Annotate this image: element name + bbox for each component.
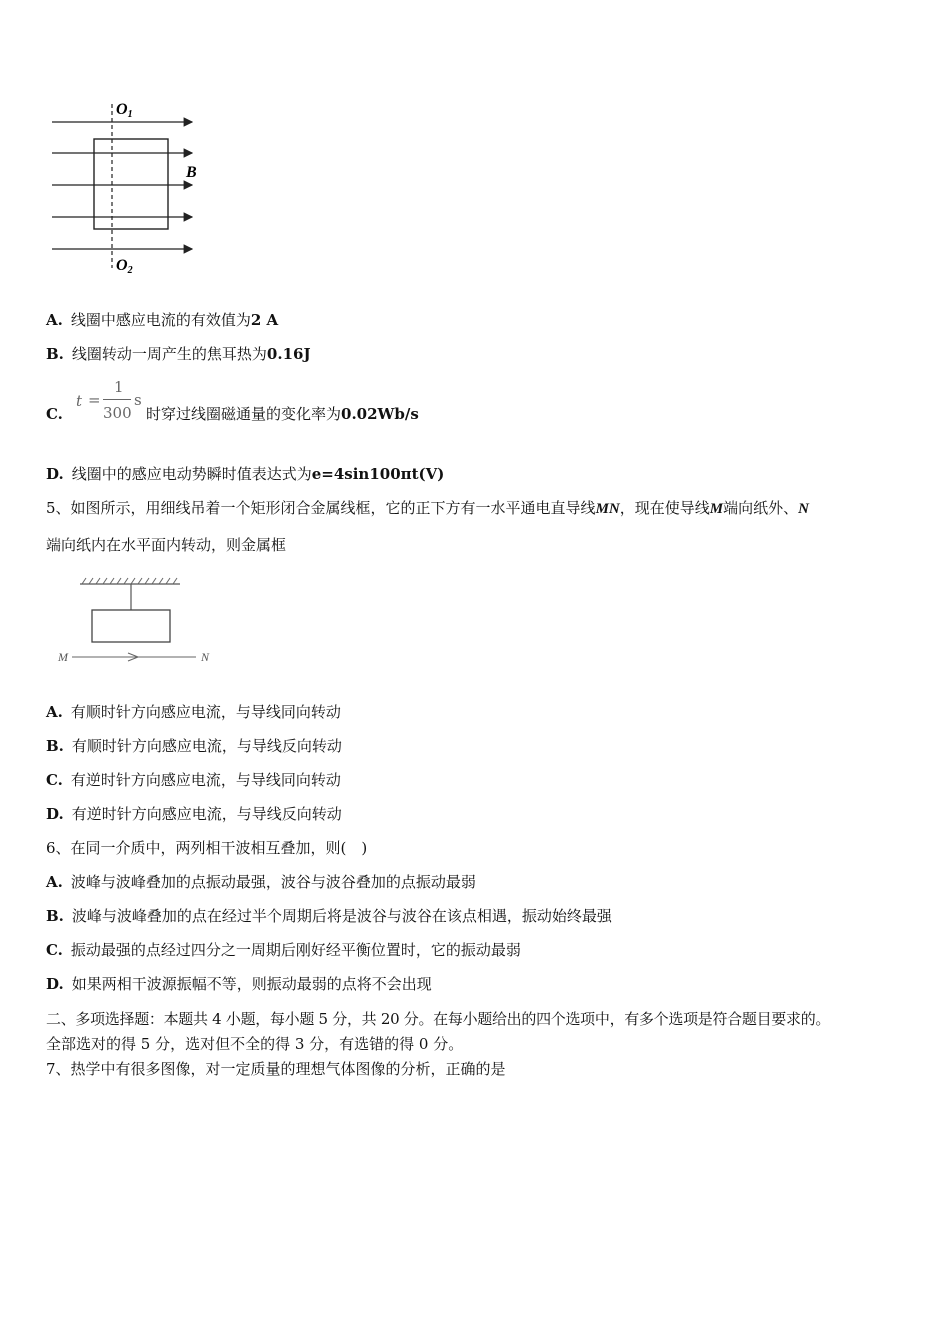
axis-label-o2: O2 [116, 257, 133, 276]
section2-instructions-line1: 二、多项选择题：本题共 4 小题，每小题 5 分，共 20 分。在每小题给出的四个选项中，有多个选项是符合题目要求的。 [46, 1010, 831, 1028]
q4-option-c-text: 时穿过线圈磁通量的变化率为0.02Wb/s [146, 405, 419, 423]
q6-option-c: C. 振动最强的点经过四分之一周期后刚好经平衡位置时，它的振动最弱 [46, 941, 521, 959]
q5-option-a: A. 有顺时针方向感应电流，与导线同向转动 [46, 703, 341, 721]
q4-option-b: B. 线圈转动一周产生的焦耳热为0.16J [46, 345, 311, 363]
hanging-frame-figure [56, 576, 226, 671]
wire-label-n: N [201, 650, 210, 664]
time-fraction: t = 1 300 s [76, 378, 142, 422]
q5-stem-line1: 5、如图所示，用细线吊着一个矩形闭合金属线框，它的正下方有一水平通电直导线MN，现在使导线M端向纸外、N [46, 499, 809, 517]
q5-stem-line2: 端向纸内在水平面内转动，则金属框 [46, 536, 287, 554]
section2-instructions-line2: 全部选对的得 5 分，选对但不全的得 3 分，有选错的得 0 分。 [46, 1035, 464, 1053]
coil-field-figure [46, 96, 216, 276]
q4-option-a: A. 线圈中感应电流的有效值为2 A [46, 311, 279, 329]
q6-option-b: B. 波峰与波峰叠加的点在经过半个周期后将是波谷与波谷在该点相遇，振动始终最强 [46, 907, 612, 925]
ceiling-hatch [82, 578, 177, 584]
q6-option-d: D. 如果两相干波源振幅不等，则振动最弱的点将不会出现 [46, 975, 432, 993]
q4-option-c-key: C. [46, 405, 63, 423]
axis-label-o1: O1 [116, 101, 133, 120]
metal-frame [92, 610, 170, 642]
q4-option-d: D. 线圈中的感应电动势瞬时值表达式为e=4sin100πt(V) [46, 465, 445, 483]
q5-option-b: B. 有顺时针方向感应电流，与导线反向转动 [46, 737, 342, 755]
q5-option-c: C. 有逆时针方向感应电流，与导线同向转动 [46, 771, 341, 789]
field-label-b: B [186, 164, 197, 181]
q6-option-a: A. 波峰与波峰叠加的点振动最强，波谷与波谷叠加的点振动最弱 [46, 873, 476, 891]
wire-label-m: M [58, 650, 68, 664]
q5-option-d: D. 有逆时针方向感应电流，与导线反向转动 [46, 805, 342, 823]
q6-stem: 6、在同一介质中，两列相干波相互叠加，则( ) [46, 839, 368, 857]
q7-stem: 7、热学中有很多图像，对一定质量的理想气体图像的分析，正确的是 [46, 1060, 506, 1078]
